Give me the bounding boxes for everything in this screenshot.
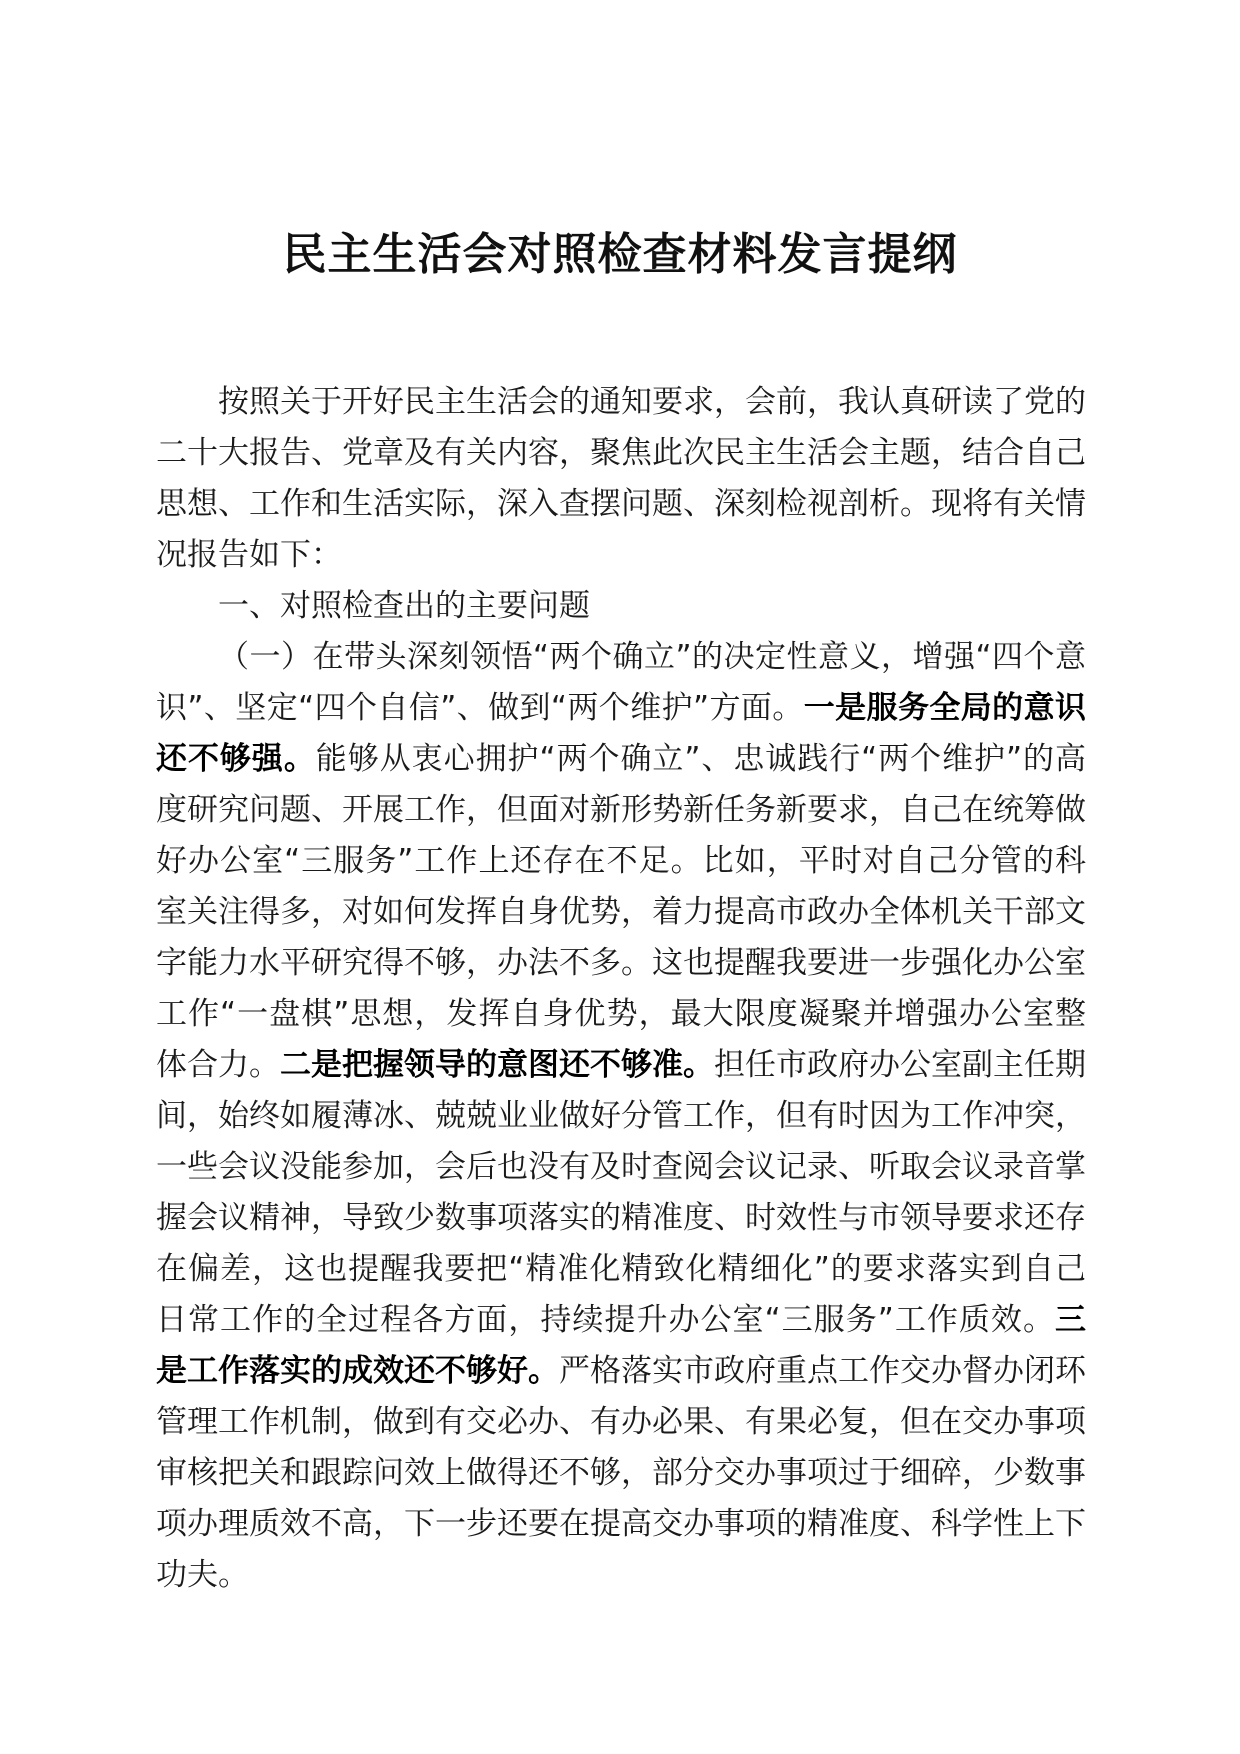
intro-paragraph: 按照关于开好民主生活会的通知要求，会前，我认真研读了党的二十大报告、党章及有关内容，聚焦此次民主生活会主题，结合自己思想、工作和生活实际，深入查摆问题、深刻检视剖析。现将有关情况报告如下： [156,384,1086,573]
point-1-heading: 一是服务全局的意识还不够强。 [156,690,1086,777]
document-body [156,377,1086,1601]
point-3-text: 严格落实市政府重点工作交办督办闭环管理工作机制，做到有交必办、有办必果、有果必复，但在交办事项审核把关和跟踪问效上做得还不够，部分交办事项过于细碎，少数事项办理质效不高，下一步还要在提高交办事项的精准度、科学性上下功夫。 [156,1353,1086,1593]
problem-paragraph [156,632,1086,1601]
point-3-heading: 三是工作落实的成效还不够好。 [156,1302,1086,1389]
page-title: 民主生活会对照检查材料发言提纲 [282,229,958,280]
point-2-text: 担任市政府办公室副主任期间，始终如履薄冰、兢兢业业做好分管工作，但有时因为工作冲突，一些会议没能参加，会后也没有及时查阅会议记录、听取会议录音掌握会议精神，导致少数事项落实的精准度、时效性与市领导要求还存在偏差，这也提醒我要把“精准化精致化精细化”的要求落实到自己日常工作的全过程各方面，持续提升办公室“三服务”工作质效。 [156,1047,1086,1338]
point-2-heading: 二是把握领导的意图还不够准。 [280,1047,714,1083]
section-heading-1: 一、对照检查出的主要问题 [218,588,590,624]
point-1-text: 能够从衷心拥护“两个确立”、忠诚践行“两个维护”的高度研究问题、开展工作，但面对新形势新任务新要求，自己在统筹做好办公室“三服务”工作上还存在不足。比如，平时对自己分管的科室关注得多，对如何发挥自身优势，着力提高市政办全体机关干部文字能力水平研究得不够，办法不多。这也提醒我要进一步强化办公室工作“一盘棋”思想，发挥自身优势，最大限度凝聚并增强办公室整体合力。 [156,741,1086,1083]
subsection-heading-1: （一）在带头深刻领悟“两个确立”的决定性意义，增强“四个意识”、坚定“四个自信”、做到“两个维护”方面。 [156,639,1086,726]
